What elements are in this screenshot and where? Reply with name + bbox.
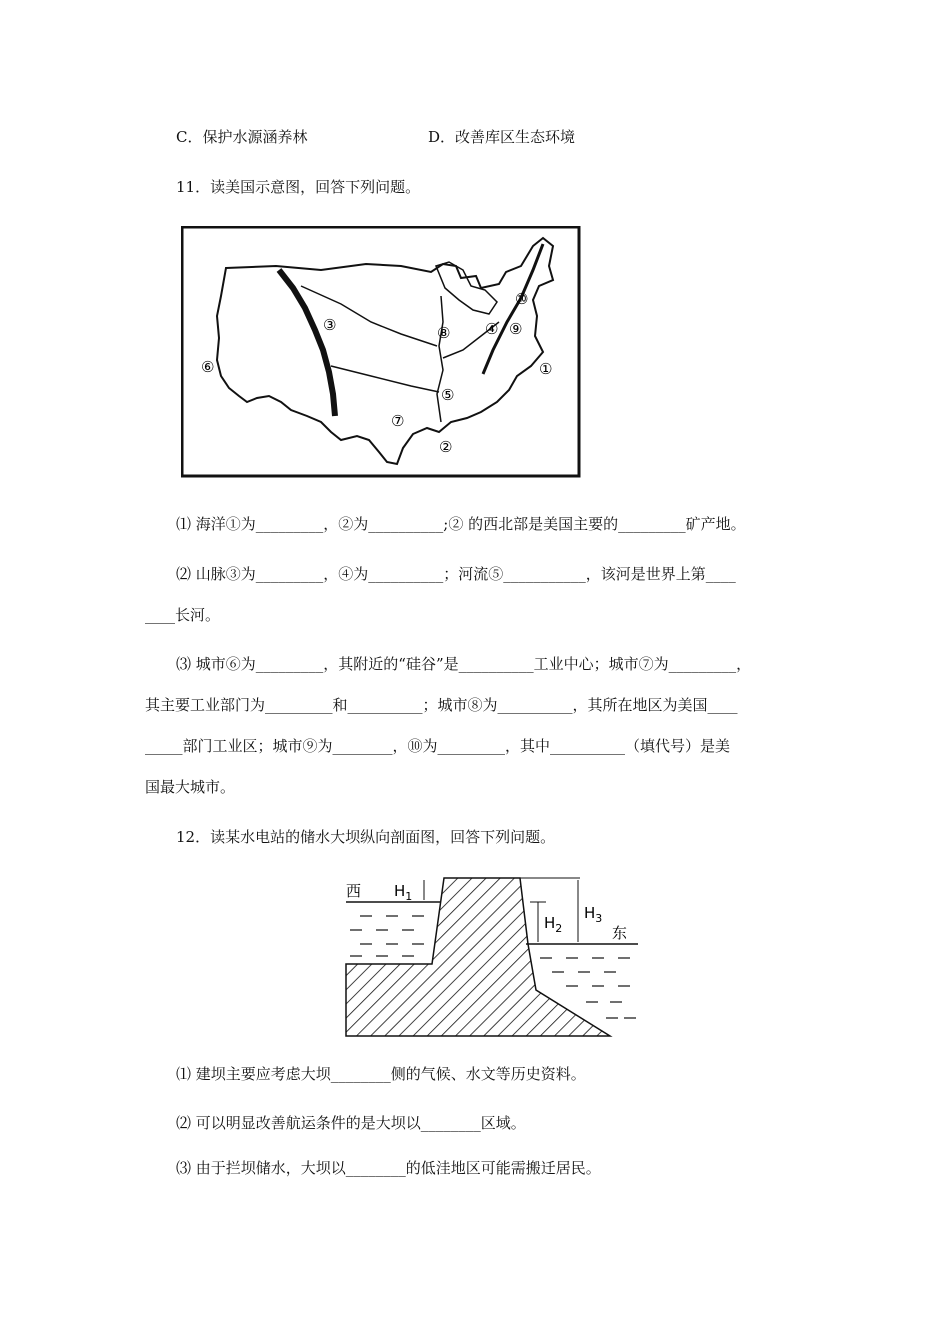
label-n10: ⑩ — [515, 290, 529, 308]
option-d: D．改善库区生态环境 — [428, 128, 576, 146]
q12-part2: ⑵ 可以明显改善航运条件的是大坝以________区域。 — [176, 1114, 526, 1132]
label-n3: ③ — [323, 316, 337, 334]
label-n1: ① — [539, 360, 553, 378]
question-12-title: 12．读某水电站的储水大坝纵向剖面图，回答下列问题。 — [176, 828, 556, 846]
label-west: 西 — [346, 882, 362, 900]
label-east: 东 — [612, 924, 628, 942]
usa-map — [181, 226, 581, 478]
label-n4: ④ — [485, 320, 499, 338]
label-n6: ⑥ — [201, 358, 215, 376]
q12-part3: ⑶ 由于拦坝储水，大坝以________的低洼地区可能需搬迁居民。 — [176, 1159, 601, 1177]
q12-part1: ⑴ 建坝主要应考虑大坝________侧的气候、水文等历史资料。 — [176, 1065, 586, 1083]
q11-part3b: 其主要工业部门为_________和__________；城市⑧为__________，其所在地区为美国____ — [145, 696, 738, 714]
q11-part3c: _____部门工业区；城市⑨为________，⑩为_________，其中__________（填代号）是美 — [145, 737, 731, 755]
label-n9: ⑨ — [509, 320, 523, 338]
label-n2: ② — [439, 438, 453, 456]
label-n5: ⑤ — [441, 386, 455, 404]
dam-section — [340, 868, 640, 1040]
q11-part3d: 国最大城市。 — [145, 778, 236, 796]
label-n7: ⑦ — [391, 412, 405, 430]
label-h2: $H_2$ — [544, 914, 563, 935]
q11-part2a: ⑵ 山脉③为_________，④为__________；河流⑤___________，该河是世界上第____ — [176, 565, 736, 583]
label-h3: $H_3$ — [584, 904, 603, 925]
option-c: C．保护水源涵养林 — [176, 128, 308, 146]
q11-part3a: ⑶ 城市⑥为_________，其附近的“硅谷”是__________工业中心；城市⑦为_________， — [176, 655, 752, 673]
q11-part1: ⑴ 海洋①为_________，②为__________;② 的西北部是美国主要的_________矿产地。 — [176, 515, 746, 533]
label-h1: $H_1$ — [394, 882, 413, 903]
q11-part2b: ____长河。 — [145, 606, 221, 624]
question-11-title: 11．读美国示意图，回答下列问题。 — [176, 178, 421, 196]
label-n8: ⑧ — [437, 324, 451, 342]
